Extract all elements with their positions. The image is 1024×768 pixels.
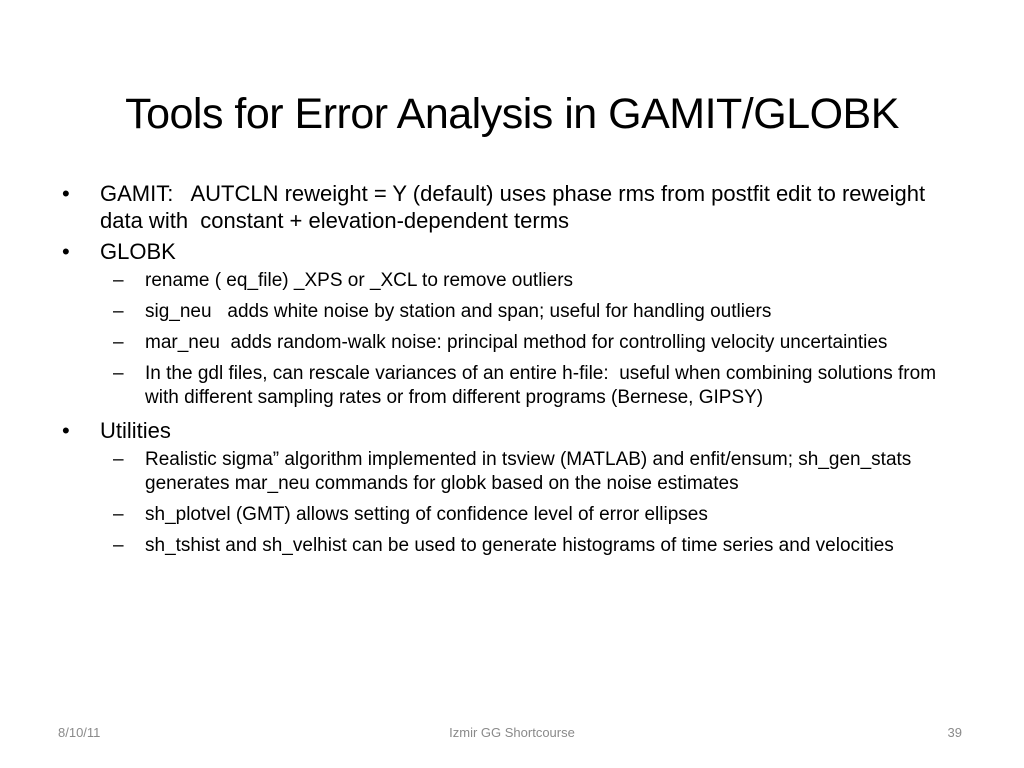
sub-bullet-item (58, 300, 968, 324)
footer-date: 8/10/11 (58, 725, 101, 740)
sub-bullet-text: sig_neu adds white noise by station and span; useful for handling outliers (145, 301, 772, 322)
dash-icon: – (113, 332, 124, 353)
sub-bullet-text: Realistic sigma” algorithm implemented in tsview (MATLAB) and enfit/ensum; sh_gen_stats generates mar_neu commands for globk based on the noise estimates (145, 449, 917, 494)
sub-bullet-item (58, 362, 968, 410)
bullet-icon: • (62, 418, 70, 443)
sub-bullet-text: In the gdl files, can rescale variances of an entire h-file: useful when combining solutions from with different sampling rates or from different programs (Bernese, GIPSY) (145, 363, 942, 408)
bullet-item (58, 180, 968, 234)
dash-icon: – (113, 449, 124, 470)
sub-bullet-text: sh_plotvel (GMT) allows setting of confidence level of error ellipses (145, 504, 708, 525)
sub-bullet-text: mar_neu adds random-walk noise: principal method for controlling velocity uncertainties (145, 332, 888, 353)
slide-body (58, 180, 968, 565)
dash-icon: – (113, 504, 124, 525)
bullet-item (58, 238, 968, 265)
slide-number: 39 (947, 725, 962, 740)
sub-bullet-text: rename ( eq_file) _XPS or _XCL to remove outliers (145, 270, 574, 291)
bullet-text: GLOBK (100, 239, 176, 264)
bullet-item (58, 417, 968, 444)
sub-bullet-text: sh_tshist and sh_velhist can be used to generate histograms of time series and velocities (145, 535, 894, 556)
dash-icon: – (113, 535, 124, 556)
slide-title: Tools for Error Analysis in GAMIT/GLOBK (125, 90, 899, 138)
sub-bullet-item (58, 269, 968, 293)
dash-icon: – (113, 301, 124, 322)
sub-bullet-item (58, 331, 968, 355)
bullet-text: GAMIT: AUTCLN reweight = Y (default) uses phase rms from postfit edit to reweight data with constant + elevation-dependent terms (100, 181, 932, 233)
dash-icon: – (113, 270, 124, 291)
dash-icon: – (113, 363, 124, 384)
footer-title: Izmir GG Shortcourse (449, 725, 575, 740)
bullet-icon: • (62, 239, 70, 264)
sub-bullet-item (58, 448, 968, 496)
bullet-icon: • (62, 181, 70, 206)
bullet-text: Utilities (100, 418, 171, 443)
sub-bullet-item (58, 534, 968, 558)
sub-bullet-item (58, 503, 968, 527)
